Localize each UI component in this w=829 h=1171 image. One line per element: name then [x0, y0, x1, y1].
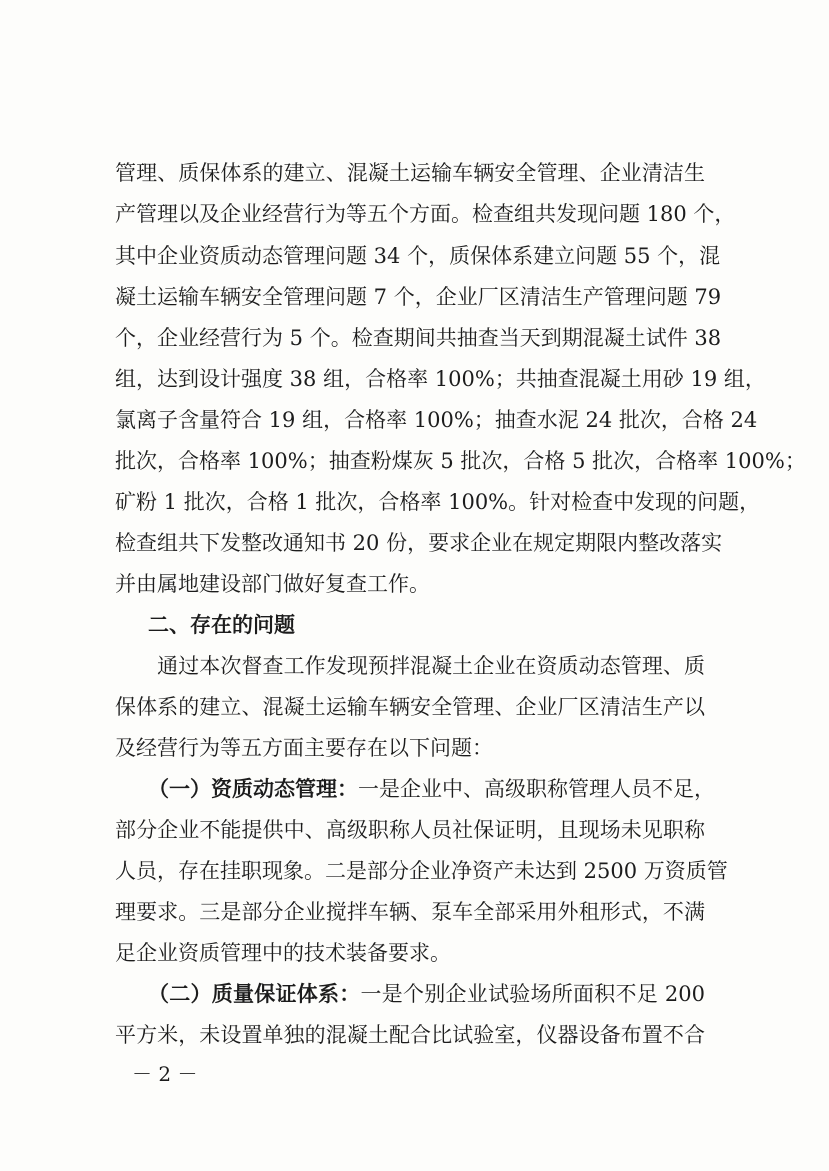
text-line: 及经营行为等五方面主要存在以下问题：	[115, 736, 493, 760]
subsection-1-first-line	[148, 776, 715, 802]
subsection-2-title: （二）质量保证体系：	[148, 982, 361, 1006]
text-line: 人员，存在挂职现象。二是部分企业净资产未达到 2500 万资质管	[115, 859, 728, 883]
text-line: 矿粉 1 批次，合格 1 批次，合格率 100%。针对检查中发现的问题，	[115, 490, 761, 514]
text-line: 足企业资质管理中的技术装备要求。	[115, 941, 451, 965]
text-line: 平方米，未设置单独的混凝土配合比试验室，仪器设备布置不合	[115, 1023, 705, 1047]
text-line: 个，企业经营行为 5 个。检查期间共抽查当天到期混凝土试件 38	[115, 326, 722, 350]
text-line: 产管理以及企业经营行为等五个方面。检查组共发现问题 180 个，	[115, 202, 736, 226]
section-heading: 二、存在的问题	[148, 613, 295, 637]
subsection-2-text: 一是个别企业试验场所面积不足 200	[360, 982, 705, 1006]
text-line: 管理、质保体系的建立、混凝土运输车辆安全管理、企业清洁生	[115, 161, 705, 185]
subsection-1-text: 一是企业中、高级职称管理人员不足，	[358, 777, 715, 801]
page-number: － 2 －	[132, 1062, 198, 1086]
text-line: 通过本次督查工作发现预拌混凝土企业在资质动态管理、质	[115, 654, 705, 678]
text-line: 凝土运输车辆安全管理问题 7 个，企业厂区清洁生产管理问题 79	[115, 285, 722, 309]
text-line: 组，达到设计强度 38 组，合格率 100%；共抽查混凝土用砂 19 组，	[115, 367, 766, 391]
text-line: 保体系的建立、混凝土运输车辆安全管理、企业厂区清洁生产以	[115, 695, 705, 719]
text-line: 氯离子含量符合 19 组，合格率 100%；抽查水泥 24 批次，合格 24	[115, 408, 758, 432]
text-line: 批次，合格率 100%；抽查粉煤灰 5 批次，合格 5 批次，合格率 100%；	[115, 449, 806, 473]
subsection-1-title: （一）资质动态管理：	[148, 777, 358, 801]
text-line: 并由属地建设部门做好复查工作。	[115, 572, 430, 596]
subsection-2-first-line	[148, 981, 705, 1007]
text-line: 其中企业资质动态管理问题 34 个，质保体系建立问题 55 个，混	[115, 244, 721, 268]
text-line: 部分企业不能提供中、高级职称人员社保证明，且现场未见职称	[115, 818, 705, 842]
text-line: 检查组共下发整改通知书 20 份，要求企业在规定期限内整改落实	[115, 531, 723, 555]
text-line: 理要求。三是部分企业搅拌车辆、泵车全部采用外租形式，不满	[115, 900, 705, 924]
